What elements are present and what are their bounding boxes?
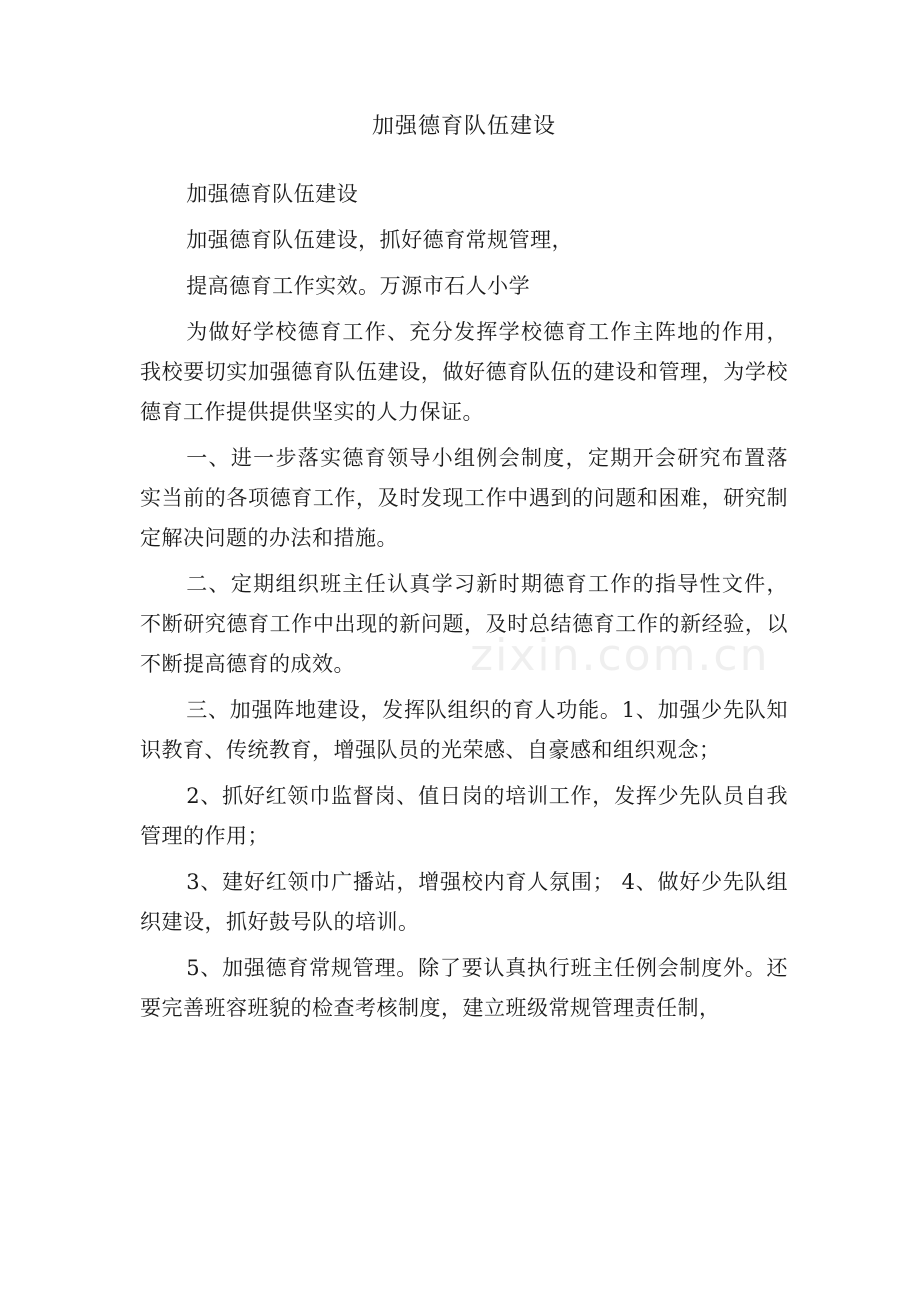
paragraph: 2、抓好红领巾监督岗、值日岗的培训工作，发挥少先队员自我管理的作用； (140, 784, 788, 848)
paragraph: 加强德育队伍建设，抓好德育常规管理， (186, 228, 574, 252)
paragraph: 提高德育工作实效。万源市石人小学 (186, 274, 531, 298)
paragraph: 3、建好红领巾广播站，增强校内育人氛围； 4、做好少先队组织建设，抓好鼓号队的培训。 (140, 870, 788, 934)
watermark: zixin.com.cn (470, 630, 770, 681)
document-title: 加强德育队伍建设 (371, 114, 556, 139)
paragraph: 为做好学校德育工作、充分发挥学校德育工作主阵地的作用，我校要切实加强德育队伍建设，做好德育队伍的建设和管理，为学校德育工作提供提供坚实的人力保证。 (140, 320, 788, 424)
paragraph: 三、加强阵地建设，发挥队组织的育人功能。1、加强少先队知识教育、传统教育，增强队员的光荣感、自豪感和组织观念； (140, 698, 788, 762)
paragraph: 5、加强德育常规管理。除了要认真执行班主任例会制度外。还要完善班容班貌的检查考核制度，建立班级常规管理责任制， (140, 956, 788, 1020)
paragraph: 加强德育队伍建设 (186, 182, 359, 206)
paragraph: 二、定期组织班主任认真学习新时期德育工作的指导性文件，不断研究德育工作中出现的新问题，及时总结德育工作的新经验，以不断提高德育的成效。 (140, 572, 788, 676)
paragraph: 一、进一步落实德育领导小组例会制度，定期开会研究布置落实当前的各项德育工作，及时发现工作中遇到的问题和困难，研究制定解决问题的办法和措施。 (140, 446, 788, 550)
document-body (140, 174, 788, 1028)
